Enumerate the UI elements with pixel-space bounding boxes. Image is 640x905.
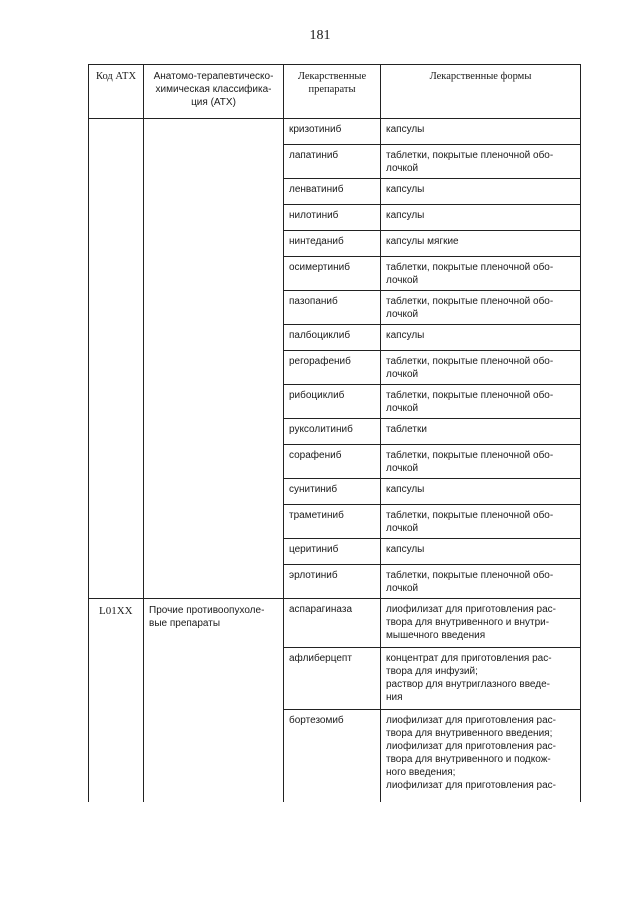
header-classification-label: Анатомо-терапевтическо- [153,71,274,82]
drug-name: ленватиниб [289,184,344,195]
drug-cell [284,479,381,505]
dosage-form [381,710,580,792]
dosage-form-line: таблетки, покрытые пленочной обо- [386,262,554,273]
drug-cell [284,291,381,325]
dosage-form-line: таблетки, покрытые пленочной обо- [386,296,554,307]
form-cell [381,565,581,599]
drug-cell [284,445,381,479]
form-cell [381,325,581,351]
table-row [89,119,581,145]
form-cell [381,445,581,479]
dosage-form [381,479,580,496]
form-cell [381,179,581,205]
form-cell [381,291,581,325]
dosage-form-line: таблетки, покрытые пленочной обо- [386,390,554,401]
dosage-form-line: лочкой [386,523,419,534]
dosage-form [381,599,580,642]
form-cell [381,119,581,145]
form-cell [381,419,581,445]
drug-cell [284,539,381,565]
page-number: 181 [309,28,331,43]
drug-cell [284,351,381,385]
dosage-form-line: лиофилизат для приготовления рас- [386,741,556,752]
form-cell [381,231,581,257]
dosage-form-line: капсулы [386,330,425,341]
dosage-form [381,565,580,595]
drug-name: осимертиниб [289,262,350,273]
dosage-form-line: капсулы [386,184,425,195]
header-forms-label: Лекарственные формы [429,71,532,82]
dosage-form-line: лиофилизат для приготовления рас- [386,604,556,615]
table-row [89,599,581,648]
drug-cell [284,179,381,205]
header-drugs-label: Лекарственные [297,71,367,82]
dosage-form [381,539,580,556]
drug-cell [284,710,381,802]
header-classification [144,65,284,119]
drug-name: эрлотиниб [289,570,338,581]
header-classification-label: ция (АТХ) [191,97,236,108]
dosage-form-line: капсулы мягкие [386,236,459,247]
dosage-form-line: таблетки, покрытые пленочной обо- [386,570,554,581]
drug-cell [284,648,381,710]
dosage-form-line: таблетки, покрытые пленочной обо- [386,510,554,521]
atx-code: L01XX [99,605,133,617]
drug-cell [284,599,381,648]
dosage-form [381,505,580,535]
group-name-line: Прочие противоопухоле- [149,605,265,616]
dosage-form [381,257,580,287]
dosage-form-line: лиофилизат для приготовления рас- [386,780,556,791]
dosage-form-line: лочкой [386,583,419,594]
dosage-form-line: ния [386,692,403,703]
dosage-form [381,145,580,175]
dosage-form-line: лочкой [386,463,419,474]
form-cell [381,205,581,231]
header-drugs [284,65,381,119]
header-drugs-label: препараты [308,84,356,95]
drug-name: лапатиниб [289,150,339,161]
dosage-form-line: ного введения; [386,767,456,778]
header-code-label: Код АТХ [95,71,137,82]
dosage-form [381,291,580,321]
drug-name: аспарагиназа [289,604,353,615]
drug-name: руксолитиниб [289,424,353,435]
dosage-form-line: концентрат для приготовления рас- [386,653,552,664]
form-cell [381,257,581,291]
dosage-form-line: лочкой [386,163,419,174]
drug-name: церитиниб [289,544,339,555]
drug-name: сунитиниб [289,484,338,495]
drug-cell [284,325,381,351]
table-body [89,119,581,802]
dosage-form-line: твора для инфузий; [386,666,478,677]
dosage-form [381,325,580,342]
drug-name: регорафениб [289,356,351,367]
dosage-form-line: лочкой [386,309,419,320]
dosage-form [381,351,580,381]
code-cell-empty [89,119,144,599]
dosage-form-line: твора для внутривенного и внутри- [386,617,550,628]
drug-cell [284,145,381,179]
table-header [89,65,581,119]
dosage-form [381,648,580,704]
classification-cell [144,599,284,802]
header-code [89,65,144,119]
dosage-form-line: таблетки, покрытые пленочной обо- [386,450,554,461]
dosage-form-line: мышечного введения [386,630,486,641]
drug-name: кризотиниб [289,124,342,135]
drug-cell [284,419,381,445]
dosage-form [381,179,580,196]
drug-name: нинтеданиб [289,236,344,247]
form-cell [381,145,581,179]
group-name-line: вые препараты [149,618,221,629]
drug-cell [284,385,381,419]
dosage-form-line: раствор для внутриглазного введе- [386,679,550,690]
dosage-form-line: таблетки, покрытые пленочной обо- [386,356,554,367]
form-cell [381,479,581,505]
form-cell [381,539,581,565]
group-name [144,599,283,630]
header-forms [381,65,581,119]
dosage-form [381,445,580,475]
dosage-form-line: лочкой [386,275,419,286]
header-classification-label: химическая классифика- [155,84,272,95]
dosage-form-line: лочкой [386,403,419,414]
dosage-form-line: капсулы [386,484,425,495]
dosage-form-line: капсулы [386,210,425,221]
code-cell [89,599,144,802]
drug-name: афлиберцепт [289,653,352,664]
drug-cell [284,505,381,539]
form-cell [381,351,581,385]
drug-name: сорафениб [289,450,342,461]
form-cell [381,385,581,419]
dosage-form-line: лиофилизат для приготовления рас- [386,715,556,726]
dosage-form-line: таблетки [386,424,427,435]
drug-name: рибоциклиб [289,390,345,401]
drug-name: пазопаниб [289,296,338,307]
drug-name: траметиниб [289,510,344,521]
drug-cell [284,231,381,257]
dosage-form [381,119,580,136]
dosage-form [381,419,580,436]
drug-name: бортезомиб [289,715,344,726]
dosage-form [381,231,580,248]
drug-name: палбоциклиб [289,330,351,341]
dosage-form-line: твора для внутривенного введения; [386,728,553,739]
dosage-form-line: твора для внутривенного и подкож- [386,754,551,765]
form-cell [381,648,581,710]
form-cell [381,599,581,648]
form-cell [381,505,581,539]
dosage-form [381,385,580,415]
atx-table [88,64,581,802]
dosage-form-line: капсулы [386,124,425,135]
dosage-form [381,205,580,222]
drug-cell [284,205,381,231]
drug-cell [284,257,381,291]
drug-name: нилотиниб [289,210,339,221]
form-cell [381,710,581,802]
dosage-form-line: таблетки, покрытые пленочной обо- [386,150,554,161]
dosage-form-line: лочкой [386,369,419,380]
drug-cell [284,119,381,145]
drug-cell [284,565,381,599]
dosage-form-line: капсулы [386,544,425,555]
classification-cell-empty [144,119,284,599]
